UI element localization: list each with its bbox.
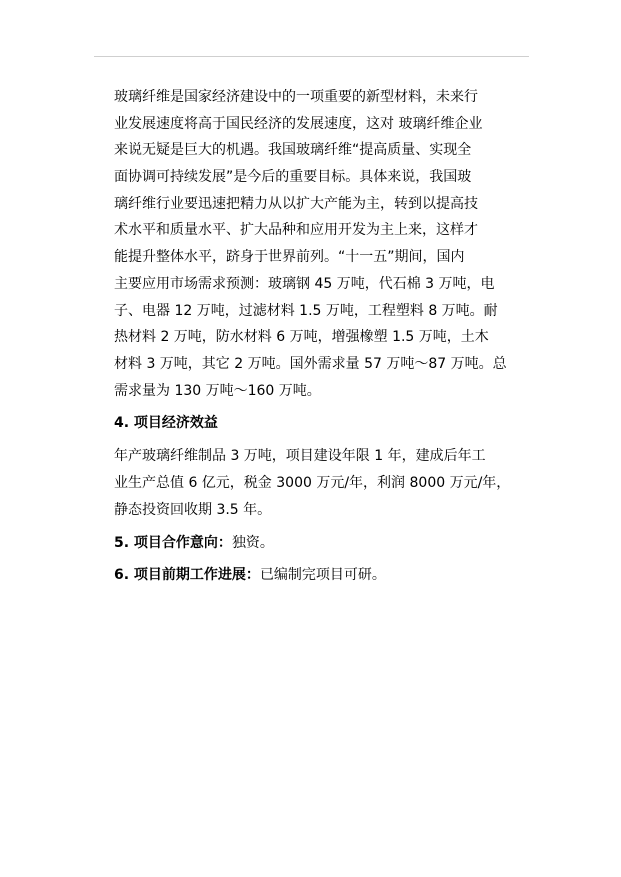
header-rule xyxy=(94,56,529,57)
text-line: 材料 3 万吨，其它 2 万吨。国外需求量 57 万吨～87 万吨。总 xyxy=(114,355,507,372)
section-6-heading: 6. 项目前期工作进展： xyxy=(114,567,260,584)
text-line: 能提升整体水平，跻身于世界前列。“十一五”期间，国内 xyxy=(114,249,465,266)
text-line: 来说无疑是巨大的机遇。我国玻璃纤维“提高质量、实现全 xyxy=(114,142,472,159)
section-5-value: 独资。 xyxy=(231,534,274,551)
market-paragraph xyxy=(114,84,512,404)
section-4-heading: 4. 项目经济效益 xyxy=(114,415,218,432)
text-line: 业生产总值 6 亿元，税金 3000 万元/年，利润 8000 万元/年， xyxy=(114,475,511,491)
text-line: 热材料 2 万吨，防水材料 6 万吨，增强橡塑 1.5 万吨，土木 xyxy=(114,329,489,346)
text-line: 璃纤维行业要迅速把精力从以扩大产能为主，转到以提高技 xyxy=(114,195,478,212)
text-line: 需求量为 130 万吨～160 万吨。 xyxy=(114,382,321,399)
text-line: 玻璃纤维是国家经济建设中的一项重要的新型材料，未来行 xyxy=(114,89,478,105)
text-line: 静态投资回收期 3.5 年。 xyxy=(114,501,272,518)
text-line: 年产玻璃纤维制品 3 万吨，项目建设年限 1 年，建成后年工 xyxy=(114,448,486,465)
document-body xyxy=(114,84,512,589)
section-6-value: 已编制完项目可研。 xyxy=(259,567,386,584)
text-line: 子、电器 12 万吨，过滤材料 1.5 万吨，工程塑料 8 万吨。耐 xyxy=(114,302,498,319)
text-line: 面协调可持续发展”是今后的重要目标。具体来说，我国玻 xyxy=(114,169,472,186)
text-line: 主要应用市场需求预测：玻璃钢 45 万吨，代石棉 3 万吨，电 xyxy=(114,275,495,292)
section-6-line xyxy=(114,562,512,589)
section-5-heading: 5. 项目合作意向： xyxy=(114,534,232,551)
text-line: 业发展速度将高于国民经济的发展速度，这对 玻璃纤维企业 xyxy=(114,115,483,132)
section-5-line xyxy=(114,530,512,557)
text-line: 术水平和质量水平、扩大品种和应用开发为主上来，这样才 xyxy=(114,222,478,239)
